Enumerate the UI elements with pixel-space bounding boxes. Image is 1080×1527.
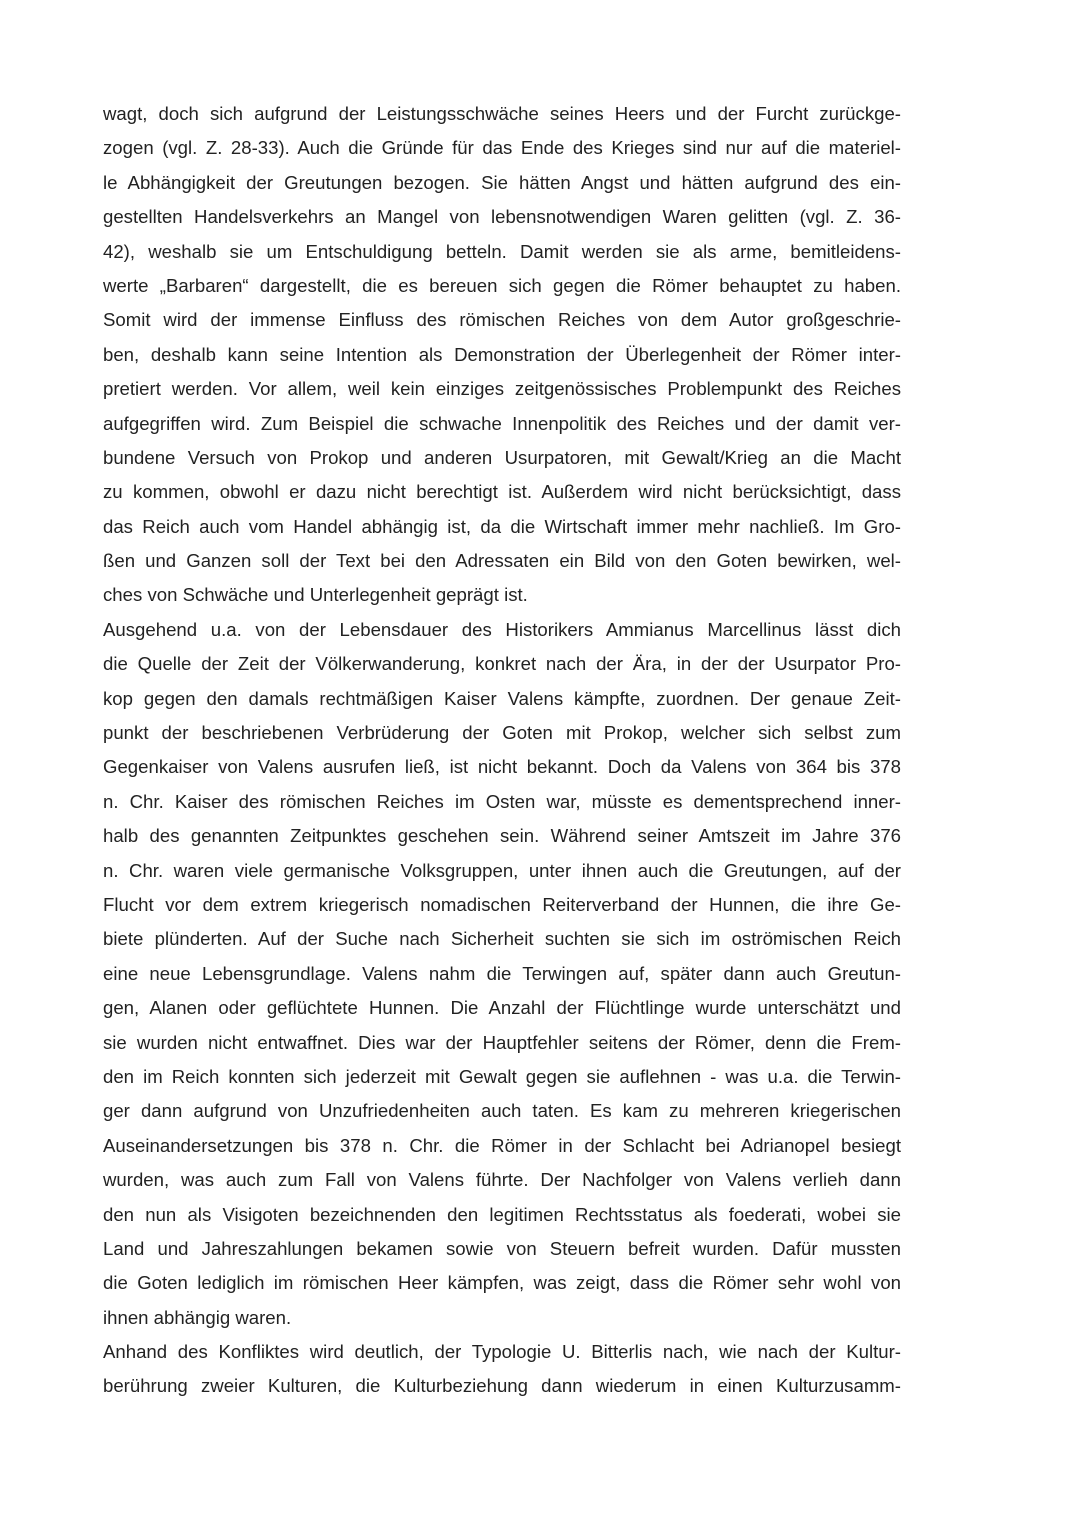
text-line: sie wurden nicht entwaffnet. Dies war der Hauptfehler seitens der Römer, denn die Frem- [103,1031,901,1053]
text-line: das Reich auch vom Handel abhängig ist, da die Wirtschaft immer mehr nachließ. Im Gro- [103,515,901,537]
text-line: Anhand des Konfliktes wird deutlich, der Typologie U. Bitterlis nach, wie nach der Kultur- [103,1341,901,1363]
text-line: kop gegen den damals rechtmäßigen Kaiser Valens kämpfte, zuordnen. Der genaue Zeit- [103,687,901,709]
text-line: werte „Barbaren“ dargestellt, die es bereuen sich gegen die Römer behauptet zu haben. [103,274,901,296]
text-line: bundene Versuch von Prokop und anderen Usurpatoren, mit Gewalt/Krieg an die Macht [103,446,901,468]
paragraph-historical-context [103,613,901,1335]
text-line: n. Chr. waren viele germanische Volksgruppen, unter ihnen auch die Greutungen, auf der [103,859,901,881]
text-line: Land und Jahreszahlungen bekamen sowie von Steuern befreit wurden. Dafür mussten [103,1237,901,1259]
text-line: Somit wird der immense Einfluss des römischen Reiches von dem Autor großgeschrie- [103,309,901,331]
text-line: 42), weshalb sie um Entschuldigung betteln. Damit werden sie als arme, bemitleidens- [103,240,901,262]
text-line: aufgegriffen wird. Zum Beispiel die schwache Innenpolitik des Reiches und der damit ver- [103,412,901,434]
text-line: Gegenkaiser von Valens ausrufen ließ, ist nicht bekannt. Doch da Valens von 364 bis 378 [103,756,901,778]
text-line: zogen (vgl. Z. 28-33). Auch die Gründe für das Ende des Krieges sind nur auf die materiel- [103,137,901,159]
text-line: n. Chr. Kaiser des römischen Reiches im Osten war, müsste es dementsprechend inner- [103,790,901,812]
text-line: eine neue Lebensgrundlage. Valens nahm die Terwingen auf, später dann auch Greutun- [103,962,901,984]
text-line: zu kommen, obwohl er dazu nicht berechtigt ist. Außerdem wird nicht berücksichtigt, dass [103,481,901,503]
text-line: den im Reich konnten sich jederzeit mit Gewalt gegen sie auflehnen - was u.a. die Terwin- [103,1065,901,1087]
text-line: gen, Alanen oder geflüchtete Hunnen. Die Anzahl der Flüchtlinge wurde unterschätzt und [103,997,901,1019]
body-text [103,97,901,1404]
text-line: ches von Schwäche und Unterlegenheit geprägt ist. [103,584,528,606]
text-line: Flucht vor dem extrem kriegerisch nomadischen Reiterverband der Hunnen, die ihre Ge- [103,893,901,915]
text-line: halb des genannten Zeitpunktes geschehen sein. Während seiner Amtszeit im Jahre 376 [103,825,901,847]
text-line: ihnen abhängig waren. [103,1306,292,1328]
text-line: pretiert werden. Vor allem, weil kein einziges zeitgenössisches Problempunkt des Reiches [103,378,901,400]
text-line: wagt, doch sich aufgrund der Leistungsschwäche seines Heers und der Furcht zurückge- [103,103,901,124]
text-line: Auseinandersetzungen bis 378 n. Chr. die Römer in der Schlacht bei Adrianopel besiegt [103,1134,901,1156]
text-line: ßen und Ganzen soll der Text bei den Adressaten ein Bild von den Goten bewirken, wel- [103,550,901,572]
text-line: berührung zweier Kulturen, die Kulturbeziehung dann wiederum in einen Kulturzusamm- [103,1375,901,1397]
text-line: die Quelle der Zeit der Völkerwanderung, konkret nach der Ära, in der der Usurpator Pro- [103,653,901,675]
text-line: ger dann aufgrund von Unzufriedenheiten auch taten. Es kam zu mehreren kriegerischen [103,1100,901,1122]
text-line: gestellten Handelsverkehrs an Mangel von lebensnotwendigen Waren gelitten (vgl. Z. 36- [103,206,901,228]
text-line: ben, deshalb kann seine Intention als Demonstration der Überlegenheit der Römer inter- [103,343,901,365]
text-line: biete plünderten. Auf der Suche nach Sicherheit suchten sie sich im oströmischen Reich [103,928,901,950]
paragraph-culture-typology [103,1335,901,1404]
text-line: le Abhängigkeit der Greutungen bezogen. Sie hätten Angst und hätten aufgrund des ein- [103,171,901,193]
text-line: die Goten lediglich im römischen Heer kämpfen, was zeigt, dass die Römer sehr wohl von [103,1272,901,1294]
text-line: wurden, was auch zum Fall von Valens führte. Der Nachfolger von Valens verlieh dann [103,1169,901,1191]
text-line: den nun als Visigoten bezeichnenden den legitimen Rechtsstatus als foederati, wobei sie [103,1203,901,1225]
text-line: Ausgehend u.a. von der Lebensdauer des Historikers Ammianus Marcellinus lässt dich [103,618,901,640]
paragraph-source-critique [103,97,901,613]
text-line: punkt der beschriebenen Verbrüderung der Goten mit Prokop, welcher sich selbst zum [103,722,901,744]
